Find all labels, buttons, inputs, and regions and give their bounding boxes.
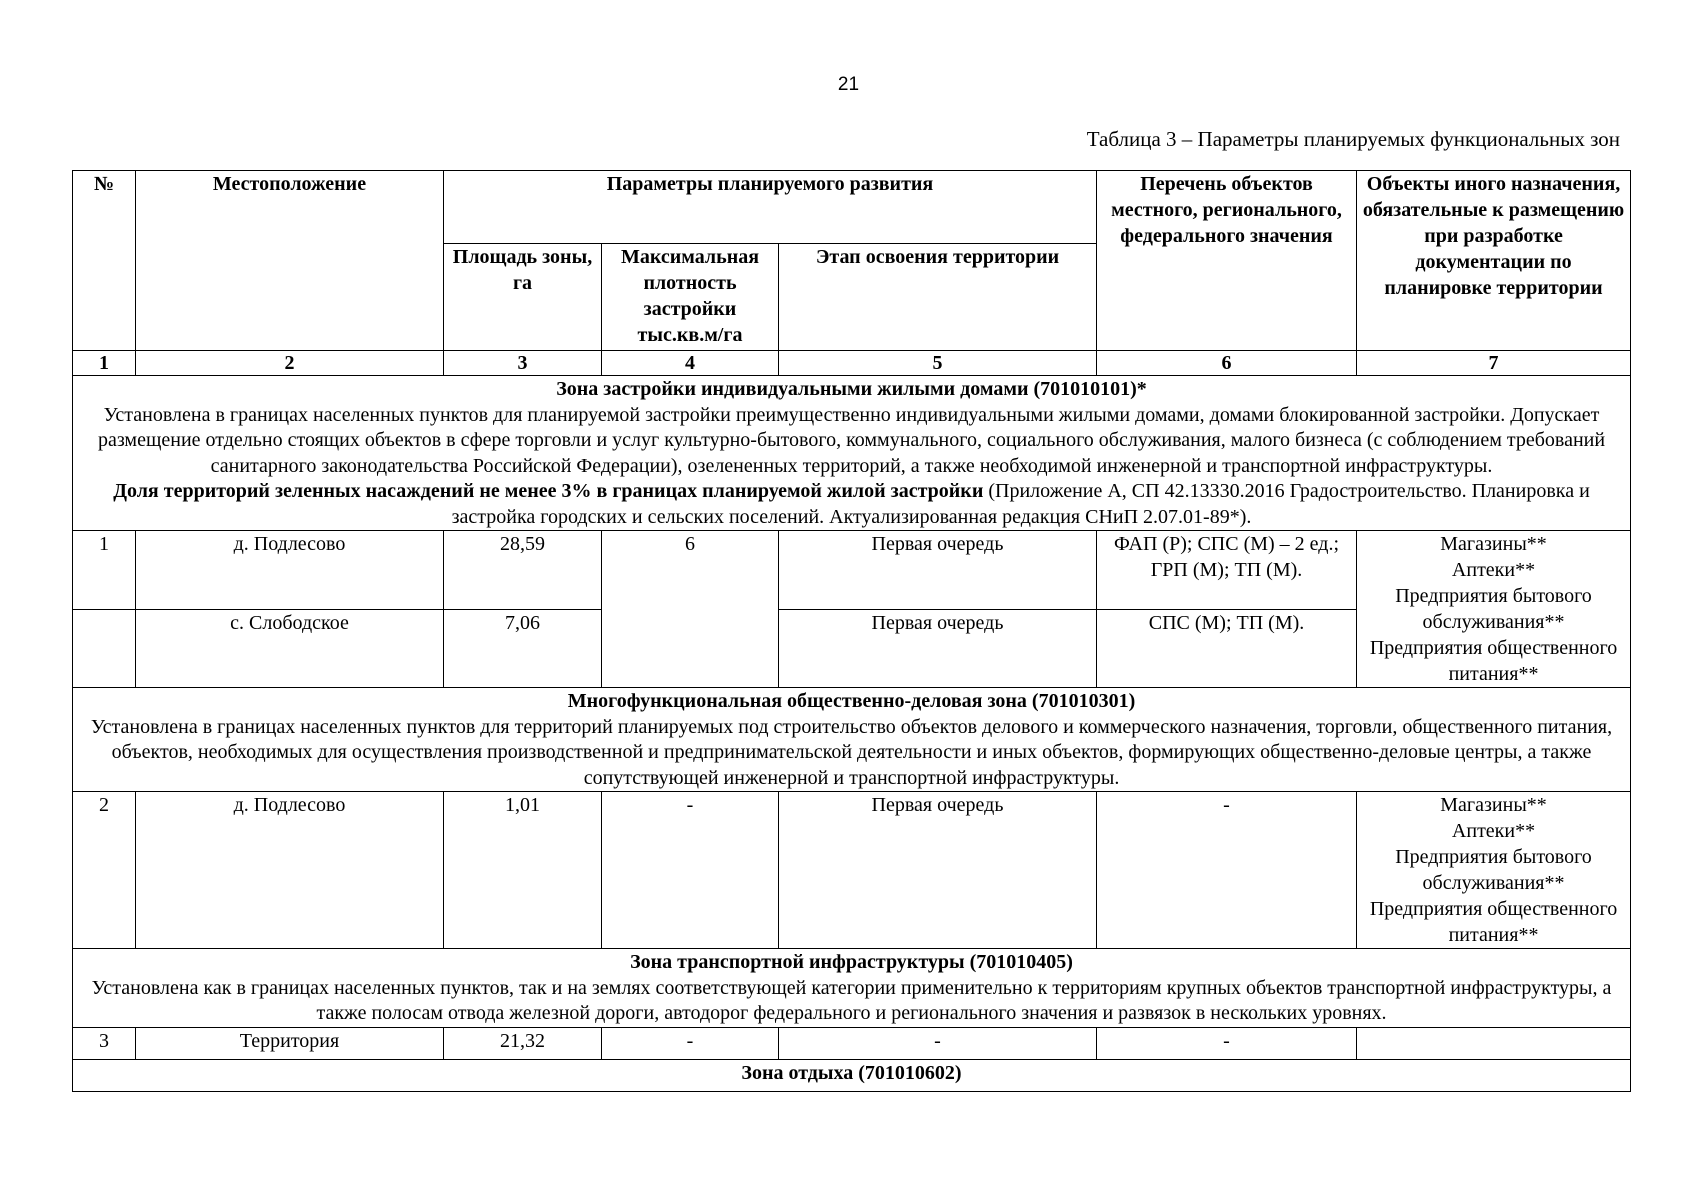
zone-note-regular: (Приложение А, СП 42.13330.2016 Градостроительство. Планировка и застройка городских и сельских поселений. Актуализированная редакция СНиП 2.07.01-89*). — [451, 480, 1590, 528]
row-area: 7,06 — [444, 609, 602, 688]
zone-description-cell — [73, 1059, 1631, 1091]
row-num: 3 — [73, 1027, 136, 1059]
other-object-item: Предприятия общественного питания** — [1369, 637, 1618, 685]
zone-title: Зона застройки индивидуальными жилыми домами (701010101)* — [556, 378, 1147, 400]
row-location: с. Слободское — [136, 609, 444, 688]
zone-header-row — [73, 688, 1631, 792]
table-row — [73, 531, 1631, 610]
column-number: 6 — [1097, 351, 1357, 376]
row-other-objects — [1357, 1027, 1631, 1059]
zone-note-bold: Доля территорий зеленных насаждений не менее 3% в границах планируемой жилой застройки — [113, 480, 984, 502]
column-number: 4 — [602, 351, 779, 376]
row-density: 6 — [602, 531, 779, 688]
row-stage: Первая очередь — [779, 609, 1097, 688]
header-params-group: Параметры планируемого развития — [444, 171, 1097, 244]
row-stage: - — [779, 1027, 1097, 1059]
row-other-objects — [1357, 531, 1631, 688]
column-number: 5 — [779, 351, 1097, 376]
other-object-item: Магазины** — [1440, 794, 1547, 816]
zone-description: Установлена в границах населенных пунктов для планируемой застройки преимущественно индивидуальными жилыми домами, домами блокированной застройки. Допускает размещение отдельно стоящих объектов в сфере торговли и услуг культурно-бытового, коммунального, социального обслуживания, малого бизнеса (с соблюдением требований санитарного законодательства Российской Федерации), озелененных территорий, а также необходимой инженерной и транспортной инфраструктуры. — [97, 403, 1606, 477]
zone-header-row — [73, 1059, 1631, 1091]
column-number-row — [73, 351, 1631, 376]
row-objects: - — [1097, 1027, 1357, 1059]
row-num — [73, 609, 136, 688]
row-stage: Первая очередь — [779, 792, 1097, 949]
row-location: д. Подлесово — [136, 531, 444, 610]
row-area: 28,59 — [444, 531, 602, 610]
header-stage: Этап освоения территории — [779, 244, 1097, 351]
zone-description: Установлена в границах населенных пунктов для территорий планируемых под строительство объектов делового и коммерческого назначения, торговли, общественного питания, объектов, необходимых для осуществления производственной и предпринимательской деятельности и иных объектов, формирующих общественно-деловые центры, а также сопутствующей инженерной и транспортной инфраструктуры. — [90, 715, 1613, 789]
other-object-item: Аптеки** — [1451, 820, 1536, 842]
zone-description-cell — [73, 376, 1631, 531]
zone-header-row — [73, 949, 1631, 1028]
page-number: 21 — [837, 74, 860, 95]
header-num: № — [73, 171, 136, 351]
table-caption: Таблица 3 – Параметры планируемых функциональных зон — [1086, 127, 1620, 151]
row-objects: - — [1097, 792, 1357, 949]
row-area: 1,01 — [444, 792, 602, 949]
column-number: 1 — [73, 351, 136, 376]
row-area: 21,32 — [444, 1027, 602, 1059]
row-other-objects — [1357, 792, 1631, 949]
functional-zones-table — [72, 170, 1631, 1092]
row-num: 2 — [73, 792, 136, 949]
other-object-item: Предприятия бытового обслуживания** — [1395, 846, 1592, 894]
column-number: 2 — [136, 351, 444, 376]
row-stage: Первая очередь — [779, 531, 1097, 610]
zone-title: Зона отдыха (701010602) — [741, 1061, 962, 1084]
row-density: - — [602, 792, 779, 949]
other-object-item: Аптеки** — [1451, 559, 1536, 581]
row-location: д. Подлесово — [136, 792, 444, 949]
zone-title: Многофункциональная общественно-деловая зона (701010301) — [567, 690, 1136, 712]
header-objects-list: Перечень объектов местного, регионального, федерального значения — [1097, 171, 1357, 351]
zone-title: Зона транспортной инфраструктуры (701010405) — [630, 951, 1073, 973]
other-object-item: Предприятия бытового обслуживания** — [1395, 585, 1592, 633]
row-location: Территория — [136, 1027, 444, 1059]
table-row — [73, 792, 1631, 949]
zone-description: Установлена как в границах населенных пунктов, так и на землях соответствующей категории применительно к территориям крупных объектов транспортной инфраструктуры, а также полосам отвода железной дороги, автодорог федерального и регионального значения и развязок в нескольких уровнях. — [91, 976, 1612, 1024]
header-other-objects: Объекты иного назначения, обязательные к размещению при разработке документации по планировке территории — [1357, 171, 1631, 351]
zone-description-cell — [73, 949, 1631, 1028]
zone-note — [77, 479, 1626, 530]
other-object-item: Магазины** — [1440, 533, 1547, 555]
zone-description-cell — [73, 688, 1631, 792]
row-density: - — [602, 1027, 779, 1059]
column-number: 3 — [444, 351, 602, 376]
column-number: 7 — [1357, 351, 1631, 376]
row-objects: ФАП (Р); СПС (М) – 2 ед.; ГРП (М); ТП (М). — [1097, 531, 1357, 610]
table-row — [73, 1027, 1631, 1059]
header-area: Площадь зоны, га — [444, 244, 602, 351]
header-location: Местоположение — [136, 171, 444, 351]
header-density: Максимальная плотность застройки тыс.кв.м/га — [602, 244, 779, 351]
row-num: 1 — [73, 531, 136, 610]
row-objects: СПС (М); ТП (М). — [1097, 609, 1357, 688]
zone-header-row — [73, 376, 1631, 531]
other-object-item: Предприятия общественного питания** — [1369, 898, 1618, 946]
